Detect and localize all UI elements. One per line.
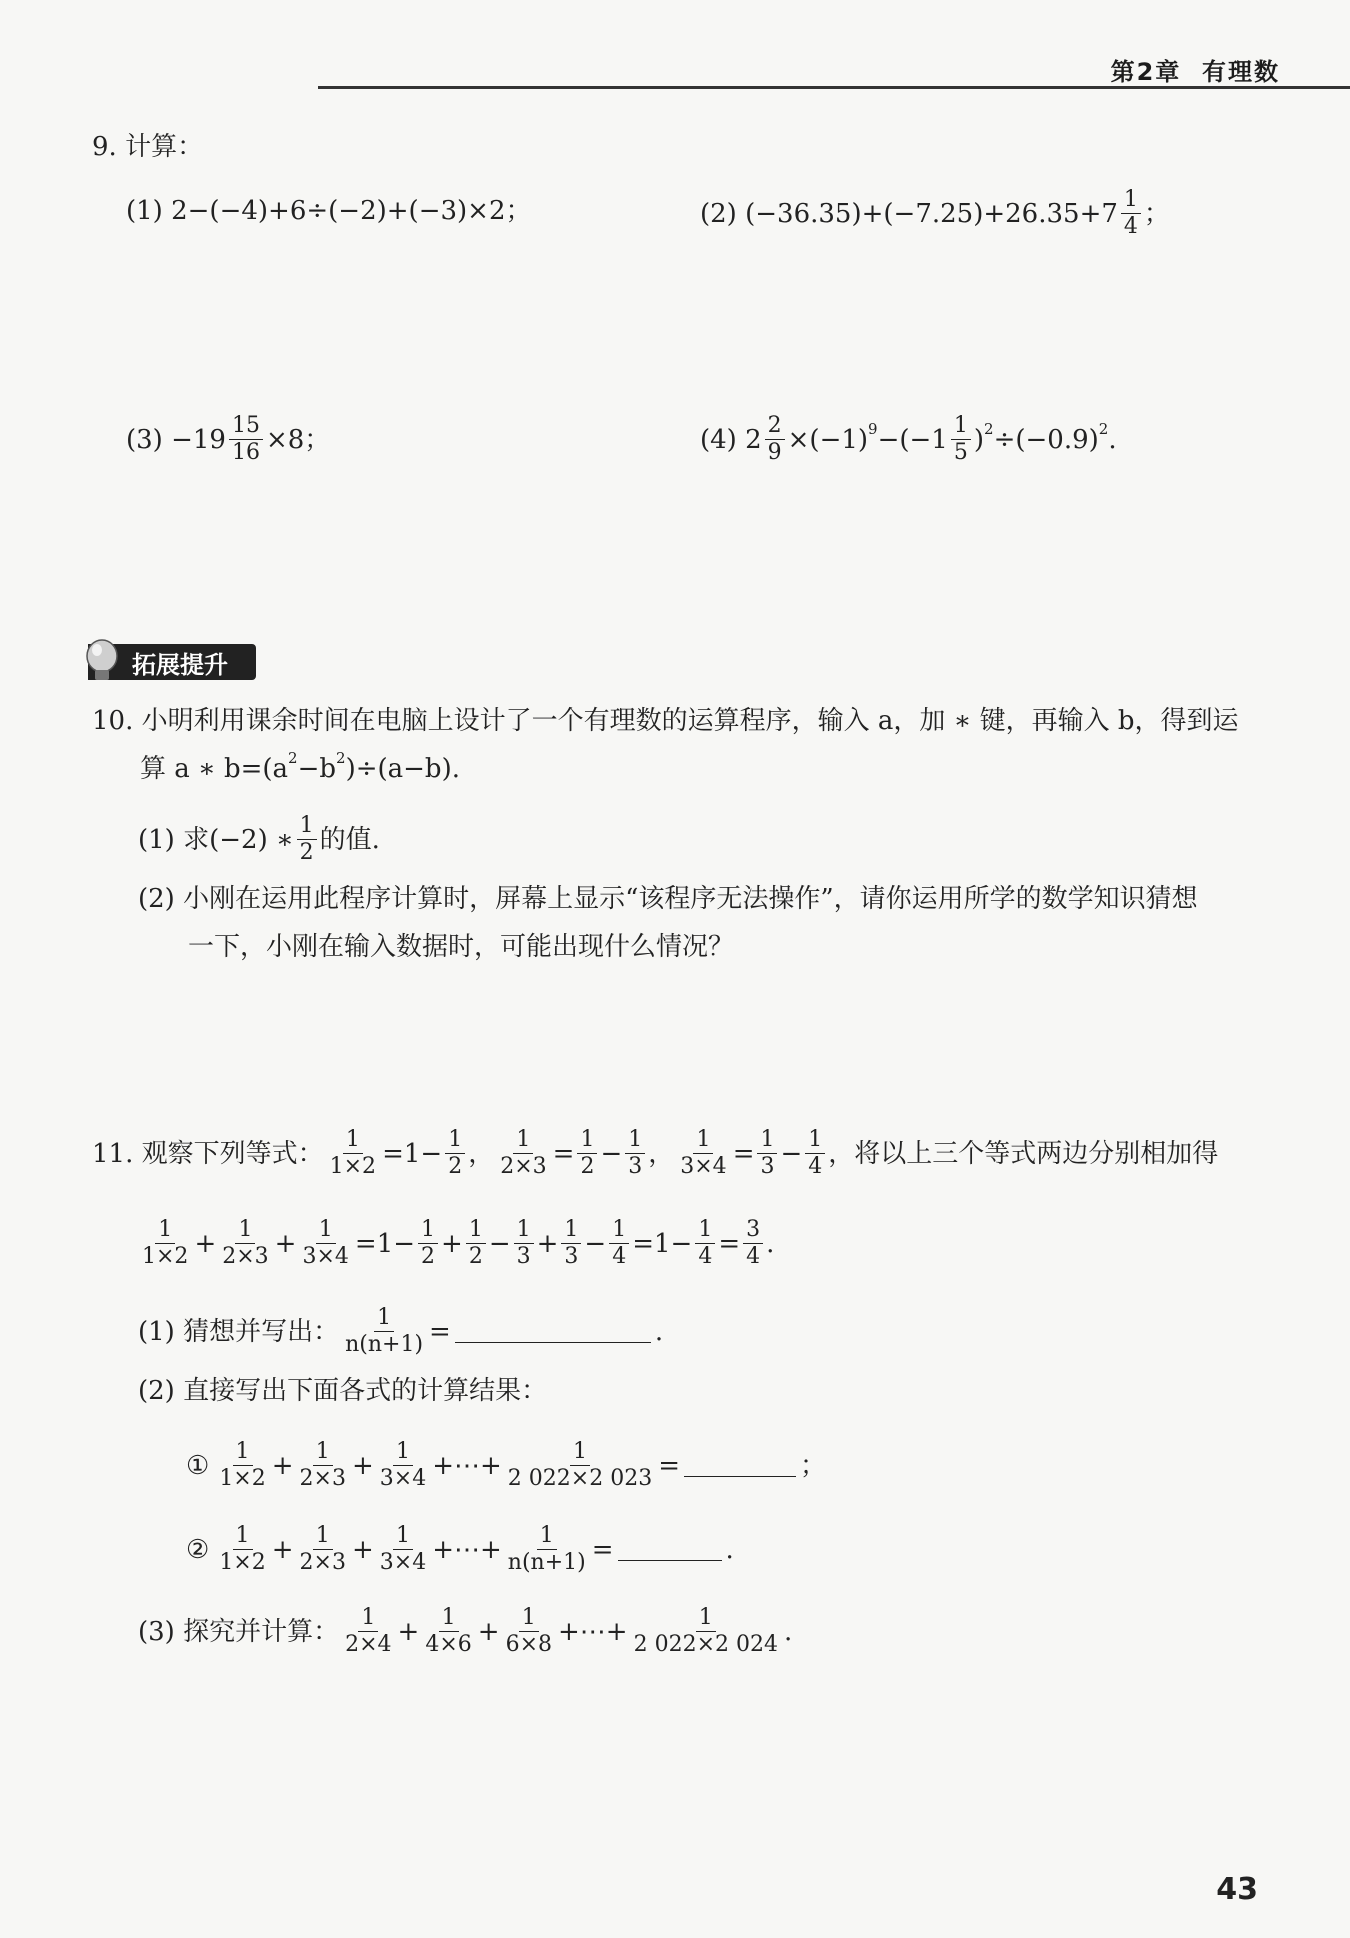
fraction-numerator: 1 (313, 1524, 333, 1550)
fraction-denominator: 2×3 (222, 1244, 269, 1269)
fraction (625, 1128, 645, 1179)
q9-part2-end: ； (1143, 198, 1170, 229)
fraction-numerator: 1 (374, 1306, 394, 1332)
q9-part3-end: ×8； (265, 424, 331, 455)
fraction (497, 1128, 549, 1179)
answer-blank[interactable] (684, 1454, 796, 1477)
fraction-denominator: 2×3 (500, 1154, 547, 1179)
fraction (327, 1128, 379, 1179)
fraction-numerator: 1 (233, 1440, 253, 1466)
fraction-denominator: 4 (1123, 214, 1138, 239)
fraction-denominator: 2 (448, 1154, 463, 1179)
fraction-numerator: 1 (393, 1440, 413, 1466)
q10-part1 (138, 814, 380, 865)
chapter-title: 有理数 (1202, 58, 1280, 86)
fraction-numerator: 1 (693, 1128, 713, 1154)
fraction (1121, 188, 1141, 239)
ellipsis: +⋯+ (558, 1616, 628, 1647)
fraction (216, 1440, 268, 1491)
lightbulb-icon (84, 638, 126, 684)
fraction-denominator: 4×6 (425, 1632, 472, 1657)
fraction-numerator: 1 (537, 1524, 557, 1550)
fraction (297, 1524, 349, 1575)
fraction-denominator: 4 (746, 1244, 761, 1269)
fraction (631, 1606, 781, 1657)
fraction-denominator: 5 (953, 440, 968, 465)
fraction-denominator: 3×4 (302, 1244, 349, 1269)
q10-part2-line2 (188, 930, 734, 964)
fraction-denominator: 3 (564, 1244, 579, 1269)
q9-part2-text: (2) (−36.35)+(−7.25)+26.35+7 (700, 198, 1118, 229)
q11-part2-label (138, 1374, 547, 1408)
fraction-denominator: 3×4 (680, 1154, 727, 1179)
ellipsis: +⋯+ (432, 1534, 502, 1565)
q9-part3-text: (3) −19 (126, 424, 226, 455)
fraction (743, 1218, 763, 1269)
q11-part1-label: (1) 猜想并写出： (138, 1316, 340, 1347)
section-tag-text: 拓展提升 (132, 650, 228, 679)
equals-one-minus: =1− (354, 1228, 416, 1259)
fraction-denominator: 3 (760, 1154, 775, 1179)
q10-line2-text: 算 a ∗ b=(a (140, 754, 289, 784)
q9-part4-mid2: −(−1 (877, 424, 948, 455)
fraction-numerator: 1 (233, 1524, 253, 1550)
fraction (342, 1606, 394, 1657)
fraction-denominator: 3 (516, 1244, 531, 1269)
fraction-numerator: 1 (466, 1218, 486, 1244)
fraction (805, 1128, 825, 1179)
fraction-numerator: 1 (805, 1128, 825, 1154)
fraction-denominator: n(n+1) (507, 1550, 586, 1575)
fraction (951, 414, 971, 465)
q9-part3 (126, 414, 330, 465)
fraction-denominator: 1×2 (219, 1466, 266, 1491)
fraction (561, 1218, 581, 1269)
fraction-numerator: 1 (358, 1606, 378, 1632)
fraction (503, 1606, 555, 1657)
fraction-denominator: 1×2 (219, 1550, 266, 1575)
fraction (219, 1218, 271, 1269)
q9-part4-text: (4) 2 (700, 424, 762, 455)
fraction-denominator: 2 (580, 1154, 595, 1179)
fraction-denominator: 2 (468, 1244, 483, 1269)
fraction (765, 414, 785, 465)
q10-line2-end: )÷(a−b). (345, 754, 460, 784)
exponent: 2 (336, 749, 346, 767)
fraction (514, 1218, 534, 1269)
q10-part1-text: (1) 求(−2) ∗ (138, 824, 294, 855)
fraction-denominator: 3×4 (379, 1466, 427, 1491)
exponent: 2 (288, 749, 298, 767)
fraction-numerator: 1 (757, 1128, 777, 1154)
fraction-denominator: 2 022×2 023 (507, 1466, 653, 1491)
answer-blank[interactable] (618, 1538, 722, 1561)
fraction (229, 414, 263, 465)
fraction-numerator: 1 (316, 1218, 336, 1244)
fraction (757, 1128, 777, 1179)
fraction-numerator: 1 (577, 1128, 597, 1154)
q11-part2-item2: ② $\frac{1}{1\times 2}$ + $\frac{1}{2\times 3}$ + $\frac{1}{3\times 4}$ +⋯+ $\frac{1}{n(n+1)}$ = . (186, 1523, 734, 1575)
fraction-numerator: 1 (951, 414, 971, 440)
fraction-denominator: 2 (299, 840, 314, 865)
q11-line2: $\frac{1}{1\times 2}$ + $\frac{1}{2\times 3}$ + $\frac{1}{3\times 4}$ =1− $\frac{1}{2}$ + $\frac{1}{2}$ − $\frac{1}{3}$ + $\frac{1}{3}$ − $\frac{1}{4}$ =1− $\frac{1}{4}$ = $\frac{3}{4}$ . (136, 1218, 774, 1269)
fraction (377, 1440, 429, 1491)
chapter-header (1111, 52, 1280, 87)
fraction-denominator: 1×2 (329, 1154, 377, 1179)
fraction-numerator: 1 (155, 1218, 175, 1244)
q11-intro: 11. 观察下列等式： (92, 1138, 324, 1169)
fraction (505, 1440, 655, 1491)
fraction-numerator: 1 (343, 1128, 363, 1154)
fraction-numerator: 1 (445, 1128, 465, 1154)
equals-sign: = (732, 1138, 755, 1169)
minus-sign: − (780, 1138, 803, 1169)
q10-part2-line1 (138, 882, 1198, 916)
equals-sign: = (552, 1138, 575, 1169)
exponent: 9 (868, 419, 878, 438)
fraction-numerator: 15 (229, 414, 263, 440)
minus-sign: − (600, 1138, 623, 1169)
q9-heading (92, 130, 203, 164)
fraction-numerator: 1 (609, 1218, 629, 1244)
fraction-denominator: 4 (808, 1154, 823, 1179)
fraction-numerator: 1 (1121, 188, 1141, 214)
q10-part2-text2: 一下，小刚在输入数据时，可能出现什么情况？ (188, 932, 735, 962)
fraction-numerator: 1 (393, 1524, 413, 1550)
fraction-numerator: 1 (513, 1128, 533, 1154)
fraction-denominator: n(n+1) (345, 1332, 424, 1357)
fraction (377, 1524, 429, 1575)
separator: ， (648, 1138, 675, 1169)
fraction (422, 1606, 474, 1657)
q10-line1-text: 10. 小明利用课余时间在电脑上设计了一个有理数的运算程序，输入 a，加 ∗ 键，再输入 b，得到运 (92, 706, 1239, 736)
fraction-denominator: 1×2 (142, 1244, 189, 1269)
fraction-numerator: 1 (695, 1218, 715, 1244)
fraction-denominator: 6×8 (505, 1632, 553, 1657)
q11-part2-item1: ① $\frac{1}{1\times 2}$ + $\frac{1}{2\times 3}$ + $\frac{1}{3\times 4}$ +⋯+ $\frac{1}{2 022\times 2 023}$ = ； (186, 1439, 827, 1491)
fraction-numerator: 1 (235, 1218, 255, 1244)
header-rule (318, 86, 1350, 89)
fraction-numerator: 1 (514, 1218, 534, 1244)
fraction (297, 814, 317, 865)
chapter-label: 第2章 (1110, 58, 1182, 86)
q9-heading-text: 9. 计算： (92, 132, 204, 162)
fraction (677, 1128, 729, 1179)
fraction (299, 1218, 351, 1269)
q11-part3: (3) 探究并计算： $\frac{1}{2\times 4}$ + $\frac{1}{4\times 6}$ + $\frac{1}{6\times 8}$ +⋯+ $\frac{1}{2 022\times 2 024}$ . (138, 1605, 793, 1657)
exponent: 2 (984, 419, 994, 438)
item-marker: ② (186, 1534, 210, 1565)
exponent: 2 (1098, 419, 1109, 438)
fraction (695, 1218, 715, 1269)
fraction-denominator: 4 (612, 1244, 627, 1269)
q10-line2 (140, 749, 460, 786)
fraction-denominator: 4 (698, 1244, 713, 1269)
separator: ， (468, 1138, 495, 1169)
ellipsis: +⋯+ (432, 1450, 502, 1481)
fraction-denominator: 9 (767, 440, 782, 465)
q9-part4 (700, 414, 1117, 465)
fraction (609, 1218, 629, 1269)
fraction-numerator: 2 (765, 414, 785, 440)
fraction (505, 1524, 589, 1575)
fraction (216, 1524, 268, 1575)
q10-part2-text: (2) 小刚在运用此程序计算时，屏幕上显示“该程序无法操作”，请你运用所学的数学知识猜想 (138, 884, 1198, 914)
fraction-numerator: 1 (696, 1606, 716, 1632)
fraction (139, 1218, 191, 1269)
page-number: 43 (1216, 1872, 1258, 1907)
fraction-denominator: 2×4 (345, 1632, 392, 1657)
fraction-numerator: 1 (313, 1440, 333, 1466)
fraction (577, 1128, 597, 1179)
fraction-numerator: 3 (743, 1218, 763, 1244)
fraction-denominator: 3 (628, 1154, 643, 1179)
fraction-denominator: 2 (421, 1244, 436, 1269)
q9-part1-text: (1) 2−(−4)+6÷(−2)+(−3)×2； (126, 196, 532, 226)
fraction-numerator: 1 (439, 1606, 459, 1632)
fraction-denominator: 2×3 (299, 1550, 346, 1575)
q11-intro-end: ，将以上三个等式两边分别相加得 (828, 1138, 1219, 1169)
fraction-denominator: 2 022×2 024 (633, 1632, 778, 1657)
fraction-denominator: 3×4 (379, 1550, 427, 1575)
equals-one-minus: =1− (382, 1138, 443, 1169)
q11-part3-label: (3) 探究并计算： (138, 1616, 340, 1647)
fraction (297, 1440, 349, 1491)
q9-part4-end: . (1108, 424, 1117, 455)
fraction-numerator: 1 (625, 1128, 645, 1154)
q9-part1 (126, 194, 532, 228)
q9-part4-mid3: ) (973, 424, 985, 455)
q10-line2-mid: −b (297, 754, 337, 784)
fraction-numerator: 1 (519, 1606, 539, 1632)
q11-part1: (1) 猜想并写出： $\frac{1}{n(n+1)}$ = . (138, 1305, 664, 1357)
equals-one-minus: =1− (632, 1228, 693, 1259)
q10-part1-end: 的值. (319, 824, 380, 855)
q10-line1 (92, 704, 1239, 738)
q11-part2-text: (2) 直接写出下面各式的计算结果： (138, 1376, 548, 1406)
fraction-denominator: 16 (231, 440, 260, 465)
q9-part4-mid: ×(−1) (787, 424, 869, 455)
fraction-numerator: 1 (418, 1218, 438, 1244)
item-marker: ① (186, 1450, 210, 1481)
q9-part4-post: ÷(−0.9) (993, 424, 1099, 455)
answer-blank[interactable] (455, 1320, 651, 1343)
fraction (418, 1218, 438, 1269)
fraction-numerator: 1 (561, 1218, 581, 1244)
fraction-numerator: 1 (570, 1440, 590, 1466)
fraction-denominator: 2×3 (299, 1466, 346, 1491)
fraction (445, 1128, 465, 1179)
fraction (342, 1306, 426, 1357)
q11-line1 (92, 1128, 1218, 1179)
q9-part2 (700, 188, 1170, 239)
fraction-numerator: 1 (297, 814, 317, 840)
fraction (466, 1218, 486, 1269)
